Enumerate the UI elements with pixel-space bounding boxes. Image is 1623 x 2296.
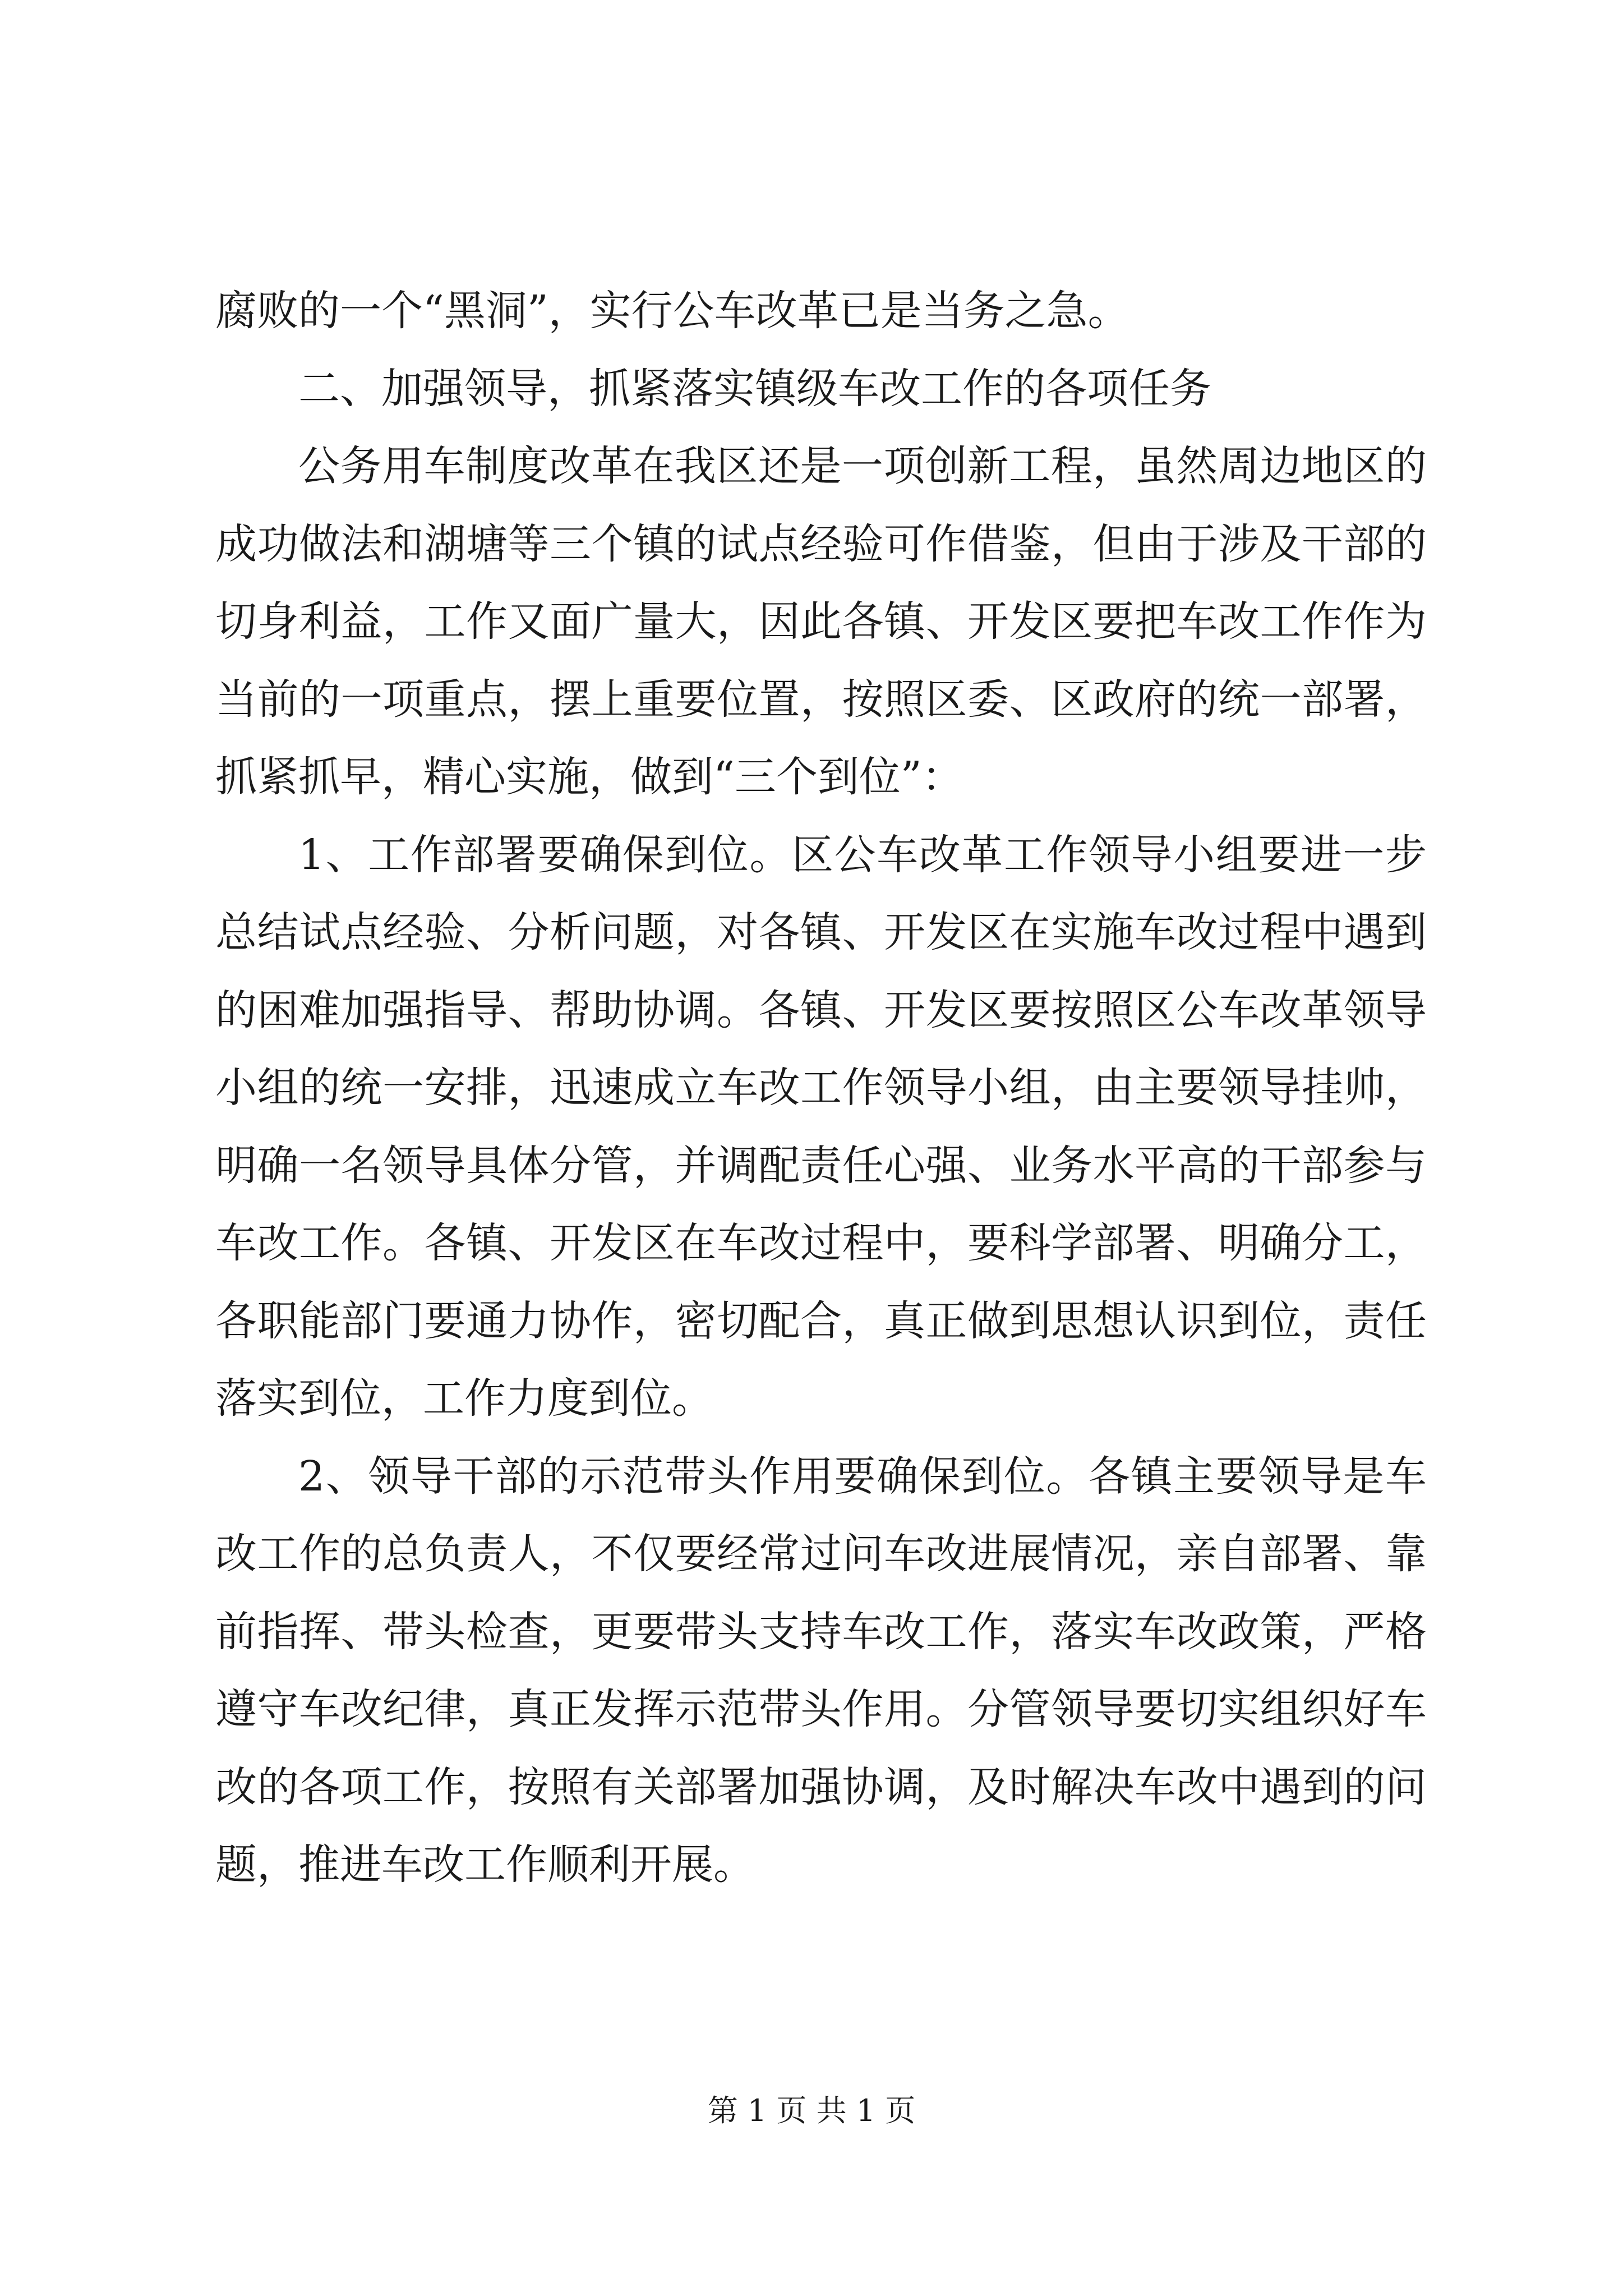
paragraph-continuation: 腐败的一个“黑洞”，实行公车改革已是当务之急。 — [215, 287, 1129, 335]
paragraph-intro: 公务用车制度改革在我区还是一项创新工程，虽然周边地区的成功做法和湖塘等三个镇的试点经验可作借鉴，但由于涉及干部的切身利益，工作又面广量大，因此各镇、开发区要把车改工作作为当前的一项重点，摆上重要位置，按照区委、区政府的统一部署，抓紧抓早，精心实施，做到“三个到位”： — [215, 442, 1427, 801]
page-number-footer: 第 1 页 共 1 页 — [707, 2093, 916, 2128]
paragraph-item-1: 1、工作部署要确保到位。区公车改革工作领导小组要进一步总结试点经验、分析问题，对各镇、开发区在实施车改过程中遇到的困难加强指导、帮助协调。各镇、开发区要按照区公车改革领导小组的统一安排，迅速成立车改工作领导小组，由主要领导挂帅，明确一名领导具体分管，并调配责任心强、业务水平高的干部参与车改工作。各镇、开发区在车改过程中，要科学部署、明确分工，各职能部门要通力协作，密切配合，真正做到思想认识到位，责任落实到位，工作力度到位。 — [215, 830, 1427, 1423]
paragraph-item-2: 2、领导干部的示范带头作用要确保到位。各镇主要领导是车改工作的总负责人，不仅要经常过问车改进展情况，亲自部署、靠前指挥、带头检查，更要带头支持车改工作，落实车改政策，严格遵守车改纪律，真正发挥示范带头作用。分管领导要切实组织好车改的各项工作，按照有关部署加强协调，及时解决车改中遇到的问题，推进车改工作顺利开展。 — [215, 1452, 1427, 1889]
document-body — [215, 272, 1427, 1904]
section-heading: 二、加强领导，抓紧落实镇级车改工作的各项任务 — [298, 364, 1211, 413]
